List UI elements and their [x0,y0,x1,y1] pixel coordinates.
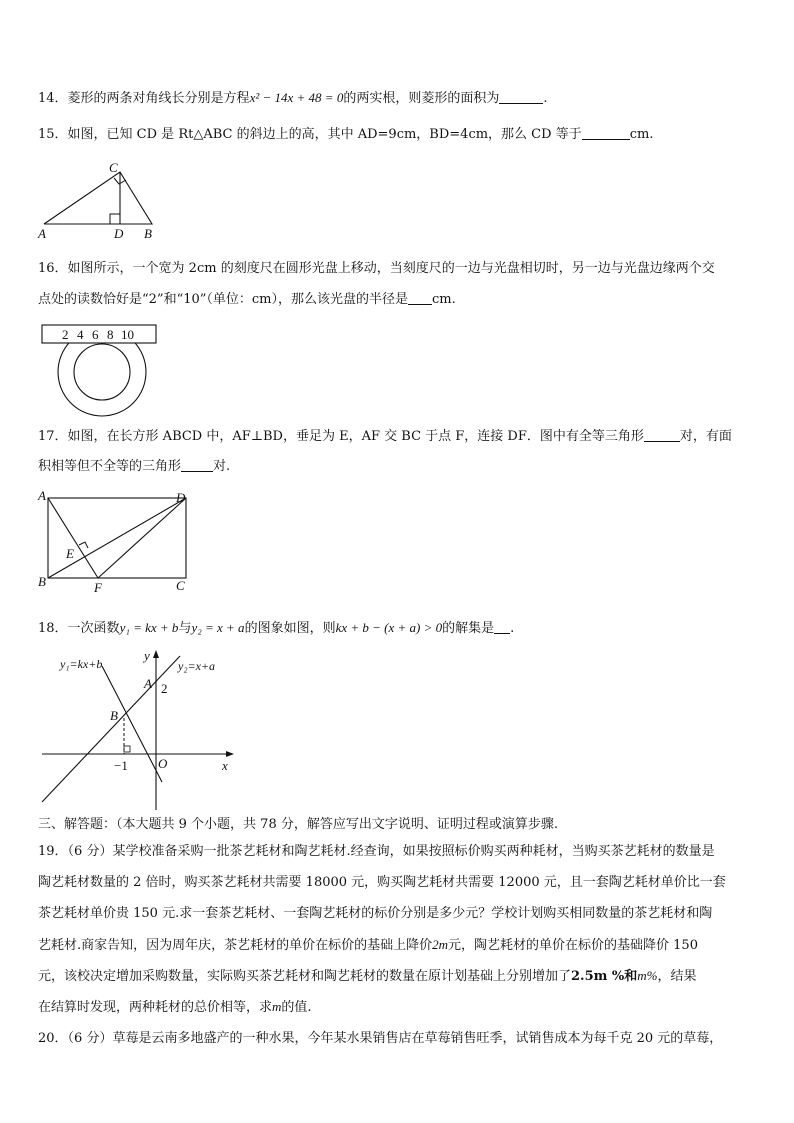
point-a-label: A [144,676,152,691]
origin-label: O [158,756,168,771]
tick-x-neg1: −1 [114,758,128,773]
guide-square-mark [124,746,130,752]
y-axis-label: y [144,648,150,663]
label-b: B [144,226,152,241]
question-19-line6: 在结算时发现，两种耗材的总价相等，求m的值. [38,999,312,1015]
function-y2: y₂ = x + a [191,620,245,635]
question-17-line2: 积相等但不全等的三角形 对. [38,459,231,474]
question-17-line1: 17．如图，在长方形 ABCD 中，AF⊥BD，垂足为 E，AF 交 BC 于点 F，连接 DF．图中有全等三角形 对，有面 [38,429,732,444]
question-20: 20．（6 分）草莓是云南多地盛产的一种水果，今年某水果销售店在草莓销售旺季，试销售成本为每千克 20 元的草莓， [38,1031,723,1046]
equation-q14: x² − 14x + 48 = 0 [249,90,344,105]
x-axis-arrow [226,751,234,757]
question-14: 14．菱形的两条对角线长分别是方程x² − 14x + 48 = 0的两实根，则菱形的面积为 . [38,90,548,106]
disc-inner-circle [74,344,130,400]
question-18: 18．一次函数y₁ = kx + b与y₂ = x + a的图象如图，则kx + b − (x + a) > 0的解集是 . [38,620,515,636]
disc-ruler-figure-q16 [38,320,164,416]
tick-y-2: 2 [161,681,168,696]
function-y1: y₁ = kx + b [119,620,179,635]
question-15: 15．如图，已知 CD 是 Rt△ABC 的斜边上的高，其中 AD=9cm，BD=4cm，那么 CD 等于 cm. [38,127,654,142]
label-a: A [38,488,46,503]
ruler-tick-8: 8 [107,327,114,342]
answer-blank-q16 [408,291,432,305]
triangle-abc [44,172,152,224]
question-19-line2: 陶艺耗材数量的 2 倍时，购买茶艺耗材共需要 18000 元，购买陶艺耗材共需要 12000 元，且一套陶艺耗材单价比一套 [38,875,726,890]
answer-blank-q15 [582,126,630,140]
y-axis-arrow [153,650,159,658]
question-19-line5: 元，该校决定增加采购数量，实际购买茶艺耗材和陶艺耗材的数量在原计划基础上分别增加了2.5m %和m%，结果 [38,968,697,984]
ruler-tick-10: 10 [121,327,134,342]
point-b-label: B [110,708,118,723]
diagonal-bd [48,498,186,578]
answer-blank-q17b [181,458,213,472]
label-b: B [38,574,46,589]
linear-functions-figure-q18 [40,646,240,812]
inequality: kx + b − (x + a) > 0 [335,620,443,635]
ruler-tick-6: 6 [92,327,99,342]
label-y2: y₂=x+a [178,659,216,673]
rectangle-figure-q17 [36,488,196,594]
question-16-line2: 点处的读数恰好是“2”和“10”（单位：cm），那么该光盘的半径是 cm. [38,292,456,307]
label-d: D [114,226,124,241]
ruler-tick-4: 4 [77,327,84,342]
label-f: F [94,580,102,595]
x-axis-label: x [222,758,228,773]
question-19-line4: 艺耗材.商家告知，因为周年庆，茶艺耗材的单价在标价的基础上降价2m元，陶艺耗材的单价在标价的基础降价 150 [38,937,698,953]
label-d: D [176,490,186,505]
line-y1 [102,666,162,782]
answer-blank-q18 [494,620,510,634]
right-angle-mark-d [110,214,120,224]
right-angle-mark-e [79,542,88,548]
label-y1: y₁=kx+b [60,657,103,671]
label-e: E [66,546,74,561]
triangle-figure-q15 [36,158,166,244]
answer-blank-q17a [644,428,680,442]
ruler [42,325,156,343]
line-y2 [42,656,180,802]
question-19-line3: 茶艺耗材单价贵 150 元.求一套茶艺耗材、一套陶艺耗材的标价分别是多少元？学校计划购买相同数量的茶艺耗材和陶 [38,906,713,921]
answer-blank-q14 [499,90,543,104]
label-c: C [109,160,118,175]
label-a: A [38,226,46,241]
ruler-tick-2: 2 [62,327,69,342]
question-19-line1: 19．（6 分）某学校准备采购一批茶艺耗材和陶艺耗材.经查询，如果按照标价购买两种耗材，当购买茶艺耗材的数量是 [38,844,715,859]
section-3-heading: 三、解答题：（本大题共 9 个小题，共 78 分，解答应写出文字说明、证明过程或演算步骤. [38,817,558,832]
segment-af [48,498,98,578]
question-16-line1: 16．如图所示，一个宽为 2cm 的刻度尺在圆形光盘上移动，当刻度尺的一边与光盘相切时，另一边与光盘边缘两个交 [38,261,715,276]
segment-df [98,498,186,578]
label-c: C [176,578,185,593]
